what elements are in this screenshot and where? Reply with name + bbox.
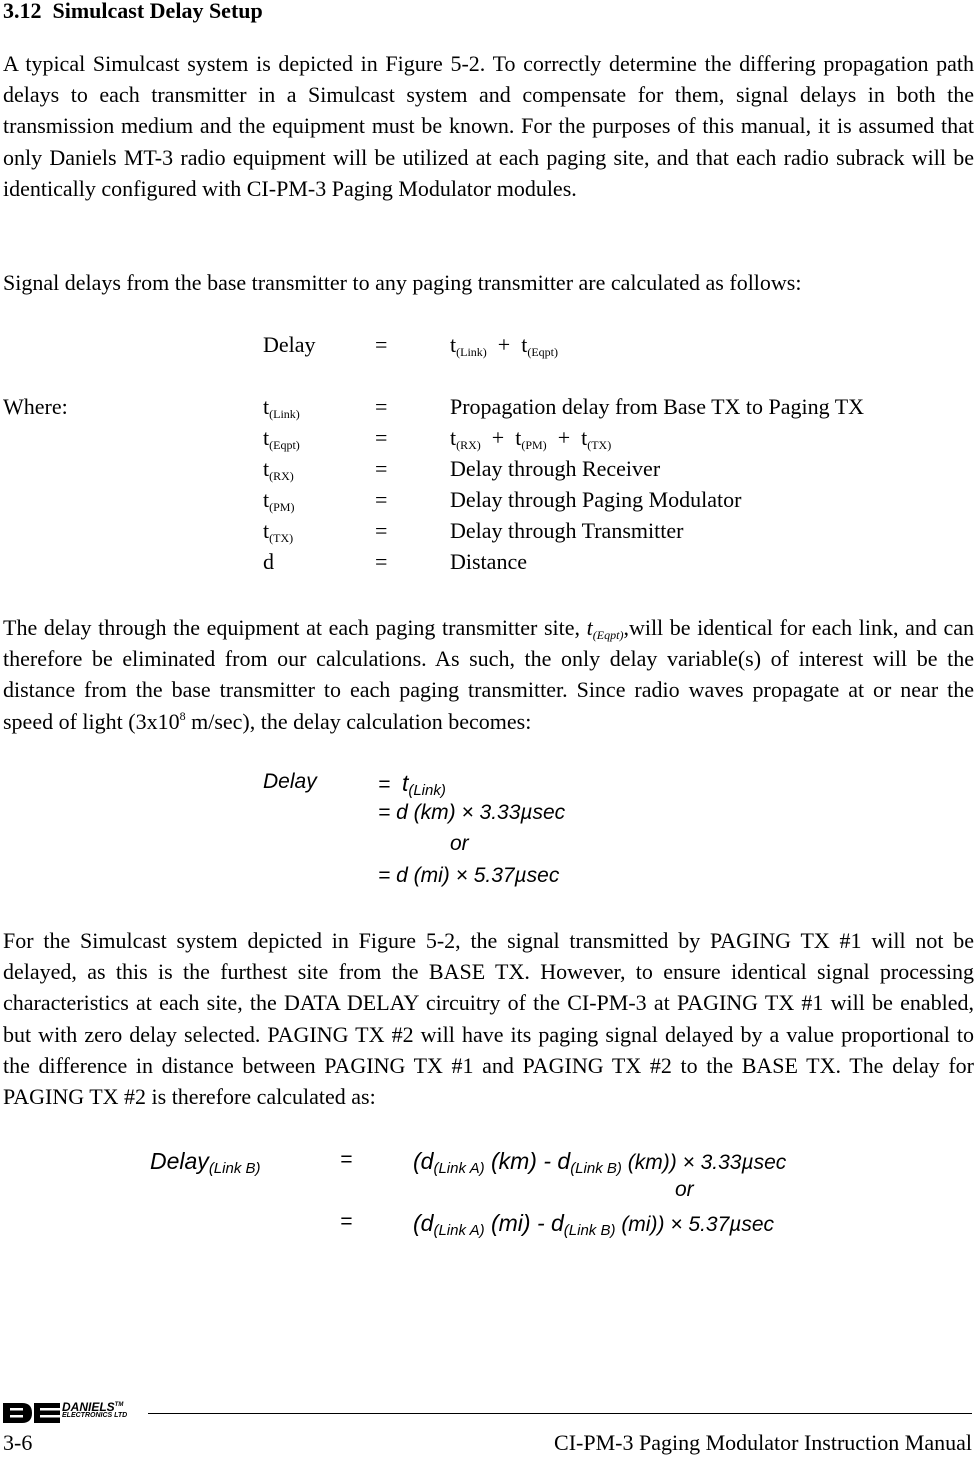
equipment-delay-paragraph: The delay through the equipment at each paging transmitter site, $t_{(Eqpt)},will$ be identical for each link, and can therefore be eliminated from our calculations. As such, the only delay variable(s) of interest will be the distance from the base transmitter to each paging transmitter. Since radio waves propagate at or near the speed of light ($3x10^8$ m/sec), the delay calculation becomes: (3, 615, 974, 734)
manual-title: CI-PM-3 Paging Modulator Instruction Manual (554, 1430, 972, 1455)
page-number: 3-6 (3, 1430, 33, 1455)
definition-equals: = (375, 425, 388, 450)
delay-equation-op: = (375, 332, 388, 357)
logo-subtitle: ELECTRONICS LTD (62, 1412, 128, 1419)
daniels-logo (2, 1401, 152, 1431)
section-heading (3, 0, 263, 24)
paging-tx-paragraph: For the Simulcast system depicted in Figure 5-2, the signal transmitted by PAGING TX #1 will not be delayed, as this is the furthest site from the BASE TX. However, to ensure identical signal processing characteristics at each site, the DATA DELAY circuitry of the CI-PM-3 at PAGING TX #1 will be enabled, but with zero delay selected. PAGING TX #2 will have its paging signal delayed by a value proportional to the difference in distance between PAGING TX #1 and PAGING TX #2 to the BASE TX. The delay for PAGING TX #2 is therefore calculated as: (3, 928, 974, 1110)
delay-equation-rhs: $t_{(Link)} + t_{(Eqpt)}$ (450, 332, 558, 359)
definition-text: Delay through Transmitter (450, 518, 684, 543)
definition-equals: = (375, 456, 388, 481)
link-b-formula-or: or (675, 1178, 694, 1201)
link-b-formula-mi: ($d_{(Link A)}$ $(mi) - d_{(Link B)}$ (mi)) × 5.37µsec (413, 1210, 775, 1239)
definition-row: $t_{(TX)}$ (263, 518, 294, 545)
definition-text: Propagation delay from Base TX to Paging TX (450, 394, 865, 419)
section-title: Simulcast Delay Setup (52, 0, 263, 23)
link-b-formula-lhs: Delay$_{(Link B)}$ (150, 1148, 261, 1177)
delay-formula-lhs: Delay (263, 770, 317, 793)
delay-formula-km: = d (km) × 3.33µsec (378, 801, 566, 824)
section-number: 3.12 (3, 0, 42, 23)
link-b-formula-op2: = (340, 1210, 353, 1233)
delay-equation-lhs: Delay (263, 332, 316, 357)
signal-delay-paragraph: Signal delays from the base transmitter to any paging transmitter are calculated as follows: (3, 270, 802, 295)
definition-equals: = (375, 549, 388, 574)
definition-text: $t_{(RX)} + t_{(PM)} + t_{(TX)}$ (450, 425, 612, 452)
definition-equals: = (375, 394, 388, 419)
definition-text: Delay through Paging Modulator (450, 487, 742, 512)
delay-formula-or: or (450, 832, 469, 855)
definition-row: $t_{(PM)}$ (263, 487, 295, 514)
definition-row: d (263, 549, 274, 574)
link-b-formula-km: ($d_{(Link A)}$ $(km) - d_{(Link B)}$ (km)) × 3.33µsec (413, 1148, 787, 1177)
intro-paragraph: A typical Simulcast system is depicted in Figure 5-2. To correctly determine the differing propagation path delays to each transmitter in a Simulcast system and compensate for them, signal delays in both the transmission medium and the equipment must be known. For the purposes of this manual, it is assumed that only Daniels MT-3 radio equipment will be utilized at each paging site, and that each radio subrack will be identically configured with CI-PM-3 Paging Modulator modules. (3, 51, 974, 201)
definition-row: $t_{(Link)}$ (263, 394, 300, 421)
delay-formula-line1: = $t_{(Link)}$ (378, 770, 446, 799)
logo-name: DANIELS™ (62, 1400, 124, 1414)
footer-rule (148, 1413, 972, 1414)
definition-equals: = (375, 487, 388, 512)
definition-row: $t_{(Eqpt)}$ (263, 425, 300, 452)
definition-equals: = (375, 518, 388, 543)
link-b-formula-op1: = (340, 1148, 353, 1171)
definition-row: $t_{(RX)}$ (263, 456, 294, 483)
definition-text: Delay through Receiver (450, 456, 661, 481)
delay-formula-mi: = d (mi) × 5.37µsec (378, 864, 560, 887)
definition-text: Distance (450, 549, 527, 574)
where-label: Where: (3, 394, 68, 419)
